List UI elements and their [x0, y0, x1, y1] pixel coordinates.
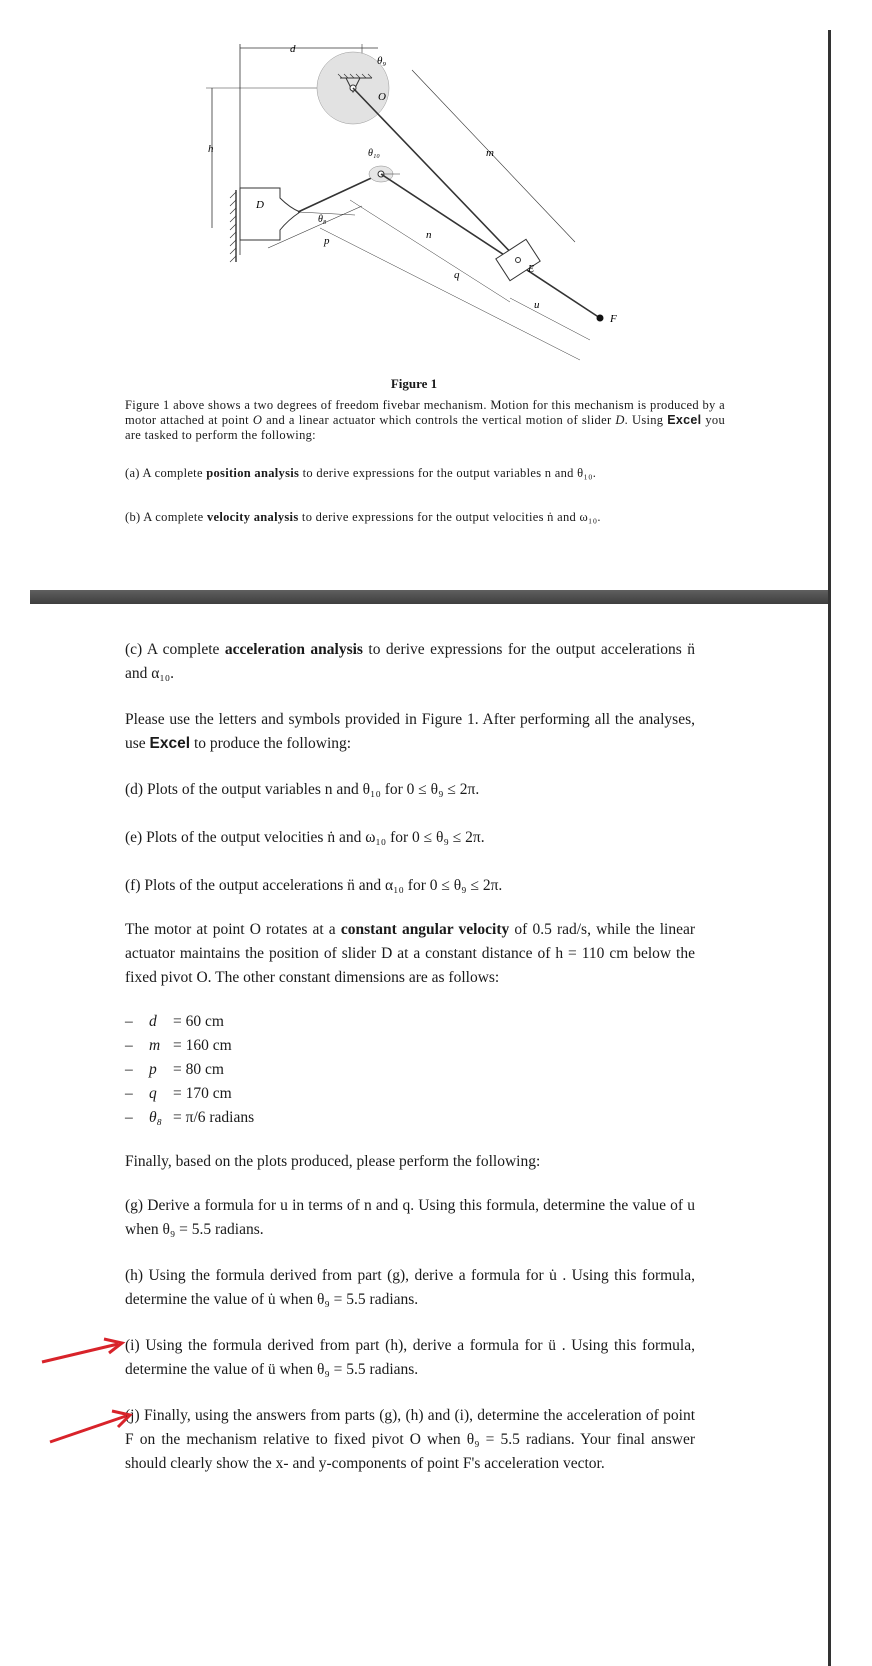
label-O: O: [378, 91, 386, 103]
dimension-theta8: – θ₈ = π/6 radians: [125, 1109, 255, 1126]
item-a: (a) A complete position analysis to derive expressions for the output variables n and θ₁₀.: [125, 466, 597, 480]
item-b: (b) A complete velocity analysis to derive expressions for the output velocities ṅ and ω₁₀.: [125, 510, 601, 524]
page-right-border: [828, 30, 831, 1666]
red-arrow-icon: [46, 1408, 136, 1448]
label-u: u: [534, 299, 540, 311]
item-h: (h) Using the formula derived from part (g), derive a formula for u̇ . Using this formula, determine the value of u̇ when θ₉ = 5.5 radians.: [125, 1267, 695, 1308]
label-theta8: θ₈: [318, 214, 327, 225]
figure-1-diagram: [150, 40, 670, 380]
item-f: (f) Plots of the output accelerations n̈ and α₁₀ for 0 ≤ θ₉ ≤ 2π.: [125, 877, 503, 894]
label-m: m: [486, 147, 494, 159]
label-theta9: θ₉: [377, 55, 387, 67]
label-theta10: θ₁₀: [368, 148, 380, 159]
dimension-p: – p = 80 cm: [125, 1061, 224, 1078]
paragraph-instructions: Please use the letters and symbols provided in Figure 1. After performing all the analyses, use Excel to produce the following:: [125, 711, 695, 752]
figure-caption: Figure 1: [390, 376, 438, 391]
label-p: p: [324, 235, 330, 247]
item-d: (d) Plots of the output variables n and θ₁₀ for 0 ≤ θ₉ ≤ 2π.: [125, 781, 480, 798]
label-d: d: [290, 43, 296, 55]
dimension-d: – d = 60 cm: [125, 1013, 224, 1030]
label-F: F: [610, 313, 617, 325]
dimension-m: – m = 160 cm: [125, 1037, 232, 1054]
item-g: (g) Derive a formula for u in terms of n and q. Using this formula, determine the value of u when θ₉ = 5.5 radians.: [125, 1197, 696, 1238]
label-n: n: [426, 229, 432, 241]
label-E: E: [528, 264, 535, 275]
item-c: (c) A complete acceleration analysis to derive expressions for the output accelerations n̈ and α₁₀.: [125, 641, 695, 682]
label-D: D: [256, 199, 264, 211]
label-h: h: [208, 143, 214, 155]
item-e: (e) Plots of the output velocities ṅ and ω₁₀ for 0 ≤ θ₉ ≤ 2π.: [125, 829, 485, 846]
intro-paragraph: Figure 1 above shows a two degrees of freedom fivebar mechanism. Motion for this mechanism is produced by a motor attached at point O and a linear actuator which controls the vertical motion of slider D. Using Excel you are tasked to perform the following:: [125, 398, 725, 442]
dimension-list: [125, 1010, 254, 1130]
red-arrow-icon: [38, 1336, 128, 1366]
paragraph-finally: Finally, based on the plots produced, please perform the following:: [125, 1153, 541, 1170]
item-j: (j) Finally, using the answers from parts (g), (h) and (i), determine the acceleration of point F on the mechanism relative to fixed pivot O when θ₉ = 5.5 radians. Your final answer should clearly show the x- and y-components of point F's acceleration vector.: [125, 1407, 695, 1472]
label-q: q: [454, 269, 460, 281]
dimension-q: – q = 170 cm: [125, 1085, 232, 1102]
page-separator: [30, 590, 830, 604]
item-i: (i) Using the formula derived from part (h), derive a formula for ü . Using this formula, determine the value of ü when θ₉ = 5.5 radians.: [125, 1337, 695, 1378]
paragraph-motor: The motor at point O rotates at a constant angular velocity of 0.5 rad/s, while the linear actuator maintains the position of slider D at a constant distance of h = 110 cm below the fixed pivot O. The other constant dimensions are as follows:: [125, 921, 696, 986]
page-one: [0, 0, 828, 590]
